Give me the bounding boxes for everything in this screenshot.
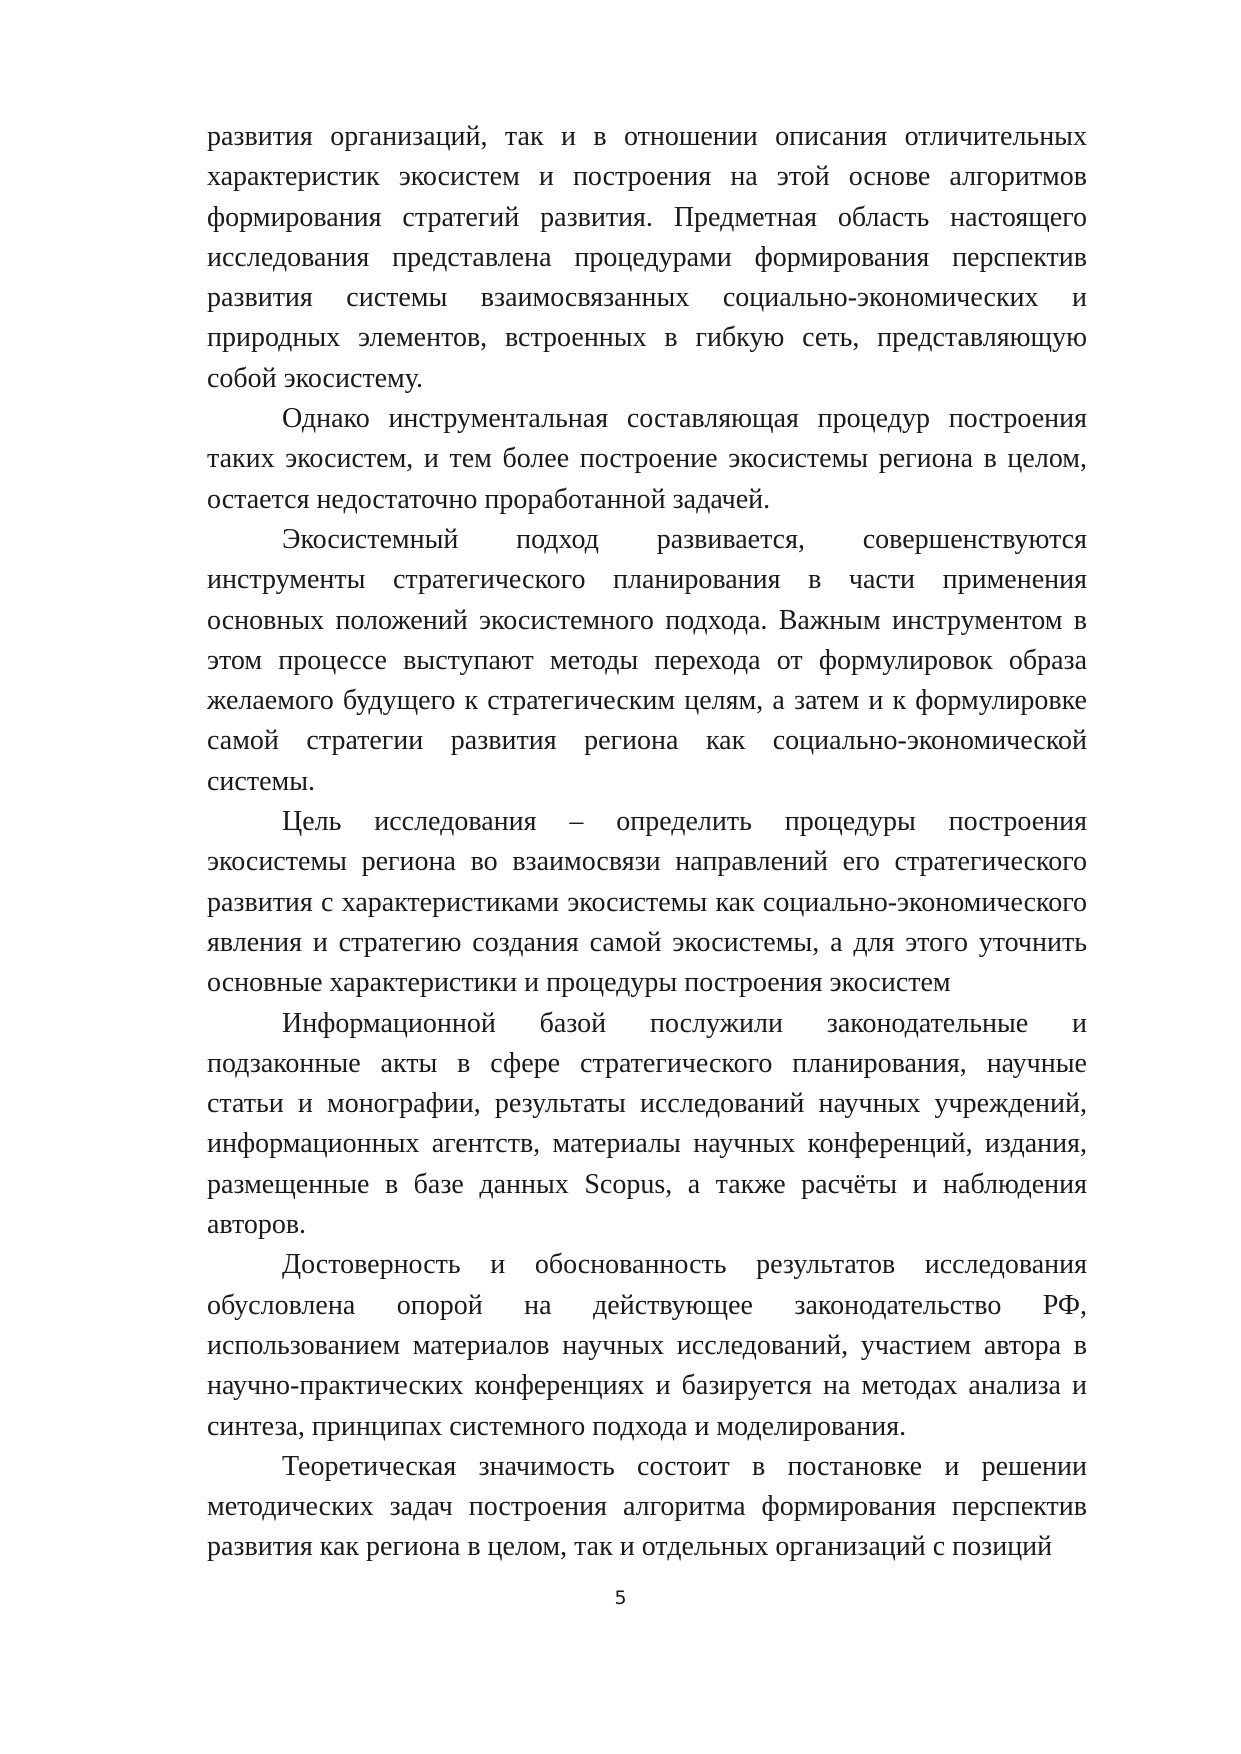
body-text: [207, 117, 1087, 1568]
page-number: 5: [614, 1587, 627, 1609]
paragraph-2: Однако инструментальная составляющая процедур построения таких экосистем, и тем более построение экосистемы региона в целом, остается недостаточно проработанной задачей.: [207, 403, 1087, 515]
paragraph-1: развития организаций, так и в отношении описания отличительных характеристик экосистем и построения на этой основе алгоритмов формирования стратегий развития. Предметная область настоящего исследования представлена процедурами формирования перспектив развития системы взаимосвязанных социально-экономических и природных элементов, встроенных в гибкую сеть, представляющую собой экосистему.: [207, 121, 1087, 394]
paragraph-6: Достоверность и обоснованность результатов исследования обусловлена опорой на действующее законодательство РФ, использованием материалов научных исследований, участием автора в научно-практических конференциях и базируется на методах анализа и синтеза, принципах системного подхода и моделирования.: [207, 1249, 1087, 1442]
paragraph-3: Экосистемный подход развивается, совершенствуются инструменты стратегического планирования в части применения основных положений экосистемного подхода. Важным инструментом в этом процессе выступают методы перехода от формулировок образа желаемого будущего к стратегическим целям, а затем и к формулировке самой стратегии развития региона как социально-экономической системы.: [207, 523, 1087, 797]
paragraph-7: Теоретическая значимость состоит в постановке и решении методических задач построения алгоритма формирования перспектив развития как региона в целом, так и отдельных организаций с позиций: [207, 1450, 1087, 1563]
paragraph-4: Цель исследования – определить процедуры построения экосистемы региона во взаимосвязи направлений его стратегического развития с характеристиками экосистемы как социально-экономического явления и стратегию создания самой экосистемы, а для этого уточнить основные характеристики и процедуры построения экосистем: [207, 806, 1087, 999]
paragraph-5: Информационной базой послужили законодательные и подзаконные акты в сфере стратегического планирования, научные статьи и монографии, результаты исследований научных учреждений, информационных агентств, материалы научных конференций, издания, размещенные в базе данных Scopus, а также расчёты и наблюдения авторов.: [207, 1007, 1087, 1241]
